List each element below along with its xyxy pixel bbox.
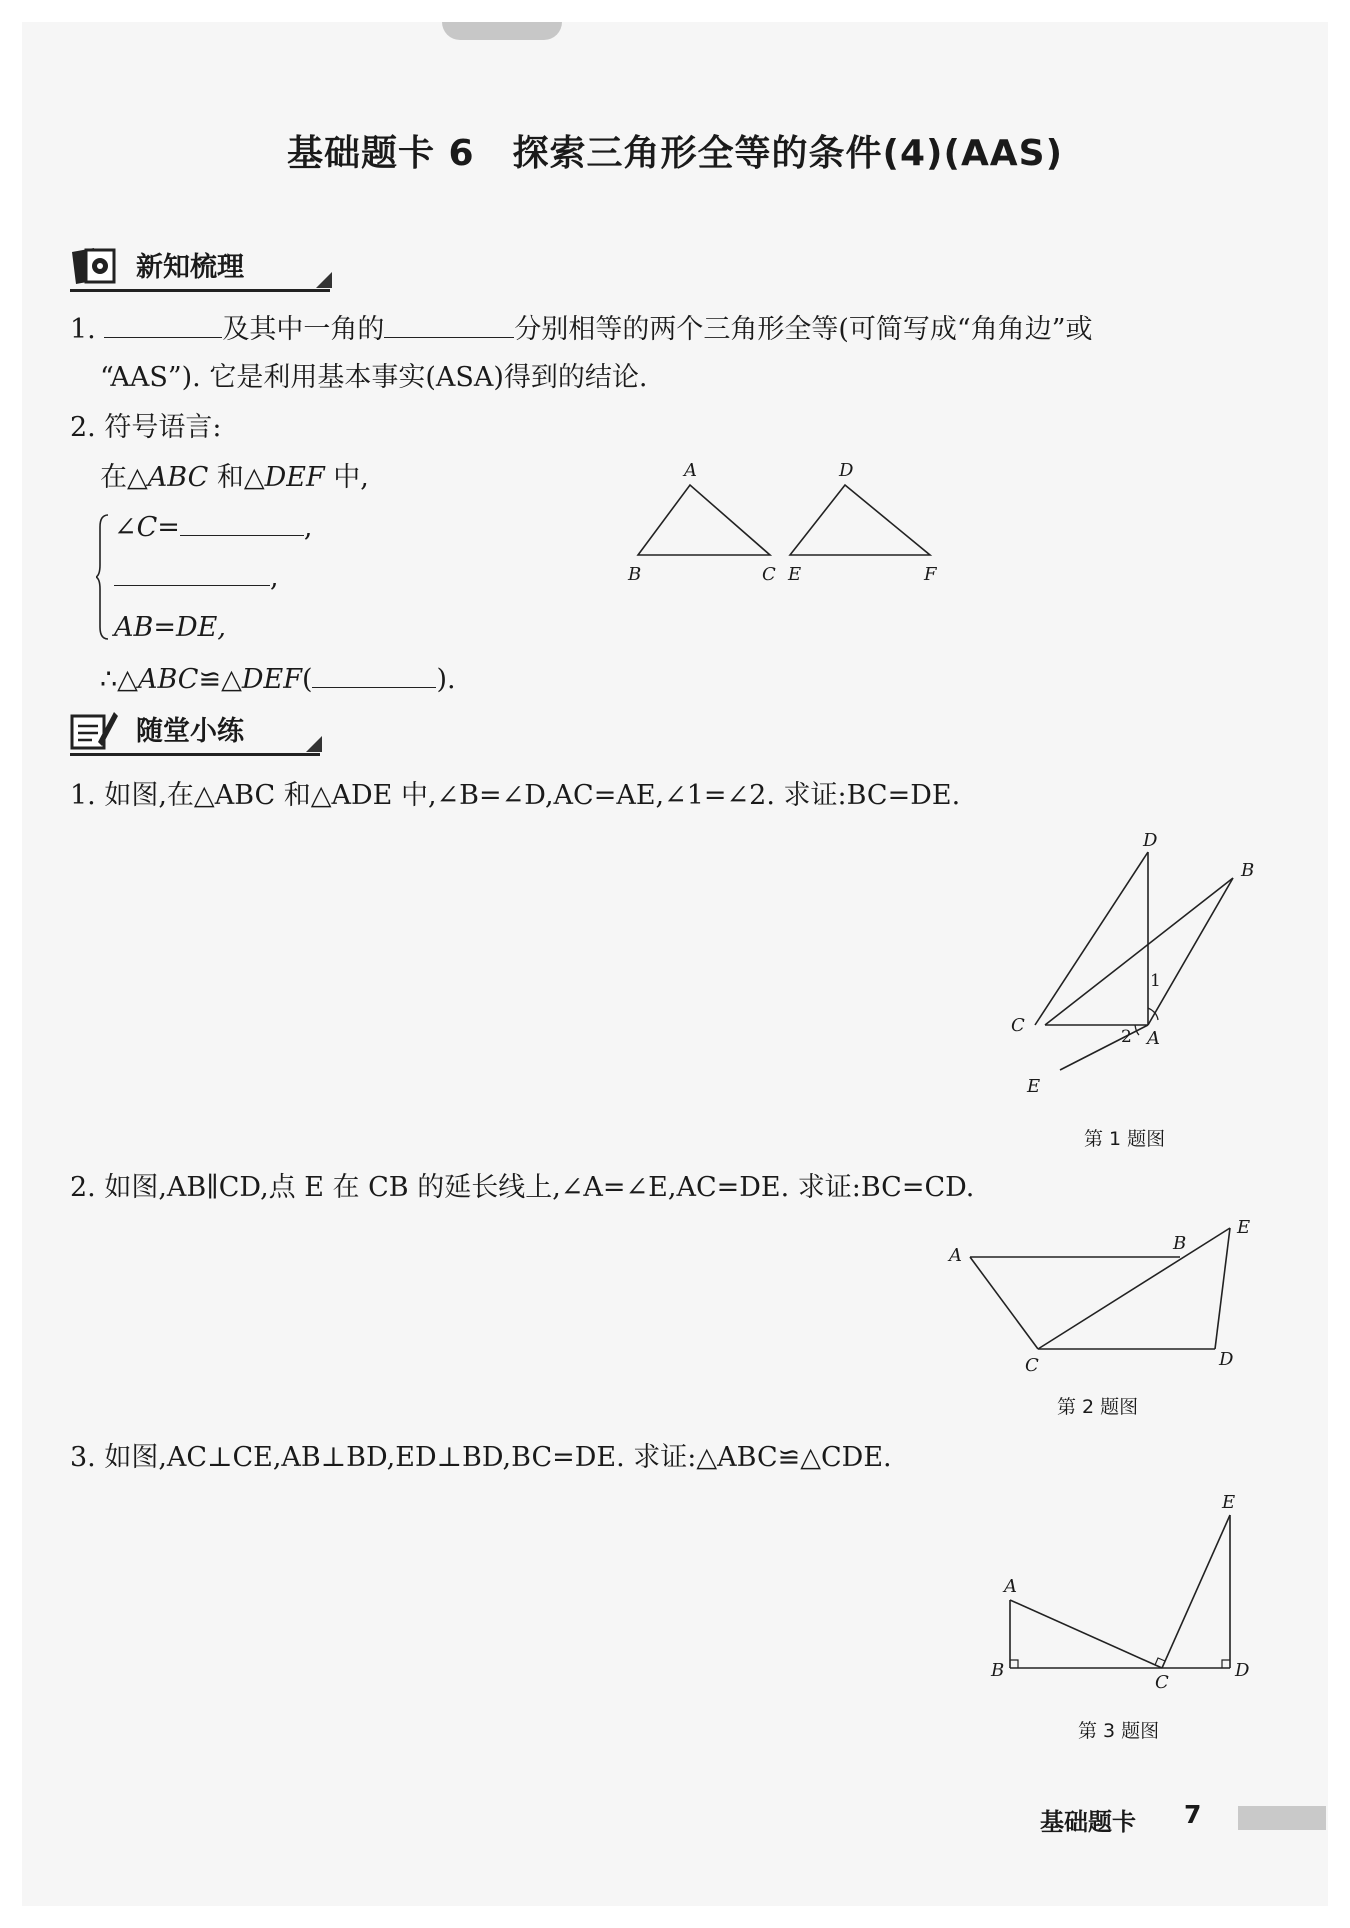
label-c: C xyxy=(762,564,776,585)
figure-question-2 xyxy=(945,1215,1265,1375)
label-b: B xyxy=(1173,1233,1187,1254)
concept-text: 分别相等的两个三角形全等(可简写成“角角边”或 xyxy=(514,314,1093,345)
notebook-pen-icon xyxy=(68,708,120,752)
label-a: A xyxy=(949,1245,962,1266)
figure-two-triangles xyxy=(620,458,950,588)
item-number: 1. xyxy=(70,314,96,345)
label-d: D xyxy=(1143,830,1158,851)
brace xyxy=(96,513,110,641)
triangle-name: ABC xyxy=(147,462,209,493)
section-label: 新知梳理 xyxy=(136,251,244,283)
page-title xyxy=(0,125,1350,176)
section-header-practice xyxy=(68,708,244,752)
ab-de: AB=DE, xyxy=(114,612,226,643)
concept-text: 及其中一角的 xyxy=(222,314,385,345)
concept-item-2: 2. 符号语言: xyxy=(70,412,222,443)
label-d: D xyxy=(1235,1660,1250,1681)
condition-angle xyxy=(114,510,313,546)
caption-question-3: 第 3 题图 xyxy=(1078,1720,1160,1742)
label-e: E xyxy=(1222,1492,1236,1513)
condition-ab-de xyxy=(114,610,226,646)
condition-blank xyxy=(114,560,279,596)
label-a: A xyxy=(1147,1028,1160,1049)
triangle-name: ABC xyxy=(137,664,199,695)
label-angle-2: 2 xyxy=(1121,1027,1132,1047)
caption-question-2: 第 2 题图 xyxy=(1057,1396,1139,1418)
comma: , xyxy=(303,512,313,543)
section-header-new-knowledge xyxy=(68,244,244,288)
label-d: D xyxy=(839,460,854,481)
label-c: C xyxy=(1025,1355,1039,1375)
text: 中, xyxy=(324,462,369,493)
section-triangle xyxy=(316,272,332,288)
section-underline xyxy=(70,753,320,756)
footer-label: 基础题卡 xyxy=(1040,1808,1136,1836)
label-e: E xyxy=(1027,1076,1041,1097)
text: 在△ xyxy=(100,462,148,493)
answer-blank[interactable] xyxy=(114,561,270,586)
label-b: B xyxy=(628,564,642,585)
label-c: C xyxy=(1011,1015,1025,1036)
title-part2: 探索三角形全等的条件(4)(AAS) xyxy=(512,133,1064,174)
page-number: 7 xyxy=(1184,1800,1202,1829)
paren: ( xyxy=(301,664,313,695)
figure-question-3 xyxy=(985,1490,1255,1700)
section-label: 随堂小练 xyxy=(136,715,244,747)
label-d: D xyxy=(1219,1349,1234,1370)
comma: , xyxy=(270,562,279,593)
card-icon xyxy=(68,244,120,288)
label-e: E xyxy=(788,564,802,585)
question-2: 2. 如图,AB∥CD,点 E 在 CB 的延长线上,∠A=∠E,AC=DE. 求证:BC=CD. xyxy=(70,1172,975,1203)
section-triangle xyxy=(306,736,322,752)
text: 和△ xyxy=(208,462,265,493)
section-underline xyxy=(70,289,330,292)
label-f: F xyxy=(924,564,937,585)
paren: ). xyxy=(436,664,456,695)
conclusion xyxy=(100,662,456,698)
footer-bar xyxy=(1238,1806,1326,1830)
label-a: A xyxy=(1004,1576,1017,1597)
symbol-intro xyxy=(100,460,369,496)
concept-item-1 xyxy=(70,312,1093,348)
triangle-name: DEF xyxy=(241,664,302,695)
label-b: B xyxy=(991,1660,1005,1681)
therefore: ∴△ xyxy=(100,664,138,695)
answer-blank[interactable] xyxy=(180,511,304,536)
triangle-name: DEF xyxy=(264,462,325,493)
answer-blank[interactable] xyxy=(384,313,514,338)
question-1: 1. 如图,在△ABC 和△ADE 中,∠B=∠D,AC=AE,∠1=∠2. 求证:BC=DE. xyxy=(70,780,961,811)
concept-item-1-line2: “AAS”). 它是利用基本事实(ASA)得到的结论. xyxy=(100,362,648,393)
label-c: C xyxy=(1155,1672,1169,1693)
caption-question-1: 第 1 题图 xyxy=(1084,1128,1166,1150)
question-3: 3. 如图,AC⊥CE,AB⊥BD,ED⊥BD,BC=DE. 求证:△ABC≌△CDE. xyxy=(70,1442,892,1473)
label-b: B xyxy=(1241,860,1255,881)
top-tab xyxy=(442,22,562,40)
answer-blank[interactable] xyxy=(104,313,222,338)
figure-question-1 xyxy=(1005,830,1265,1100)
angle-c: ∠C= xyxy=(114,512,180,543)
label-a: A xyxy=(684,460,697,481)
label-e: E xyxy=(1237,1217,1251,1238)
answer-blank[interactable] xyxy=(312,663,436,688)
label-angle-1: 1 xyxy=(1150,971,1161,991)
title-part1: 基础题卡 6 xyxy=(286,133,475,174)
congruent: ≌△ xyxy=(198,664,242,695)
